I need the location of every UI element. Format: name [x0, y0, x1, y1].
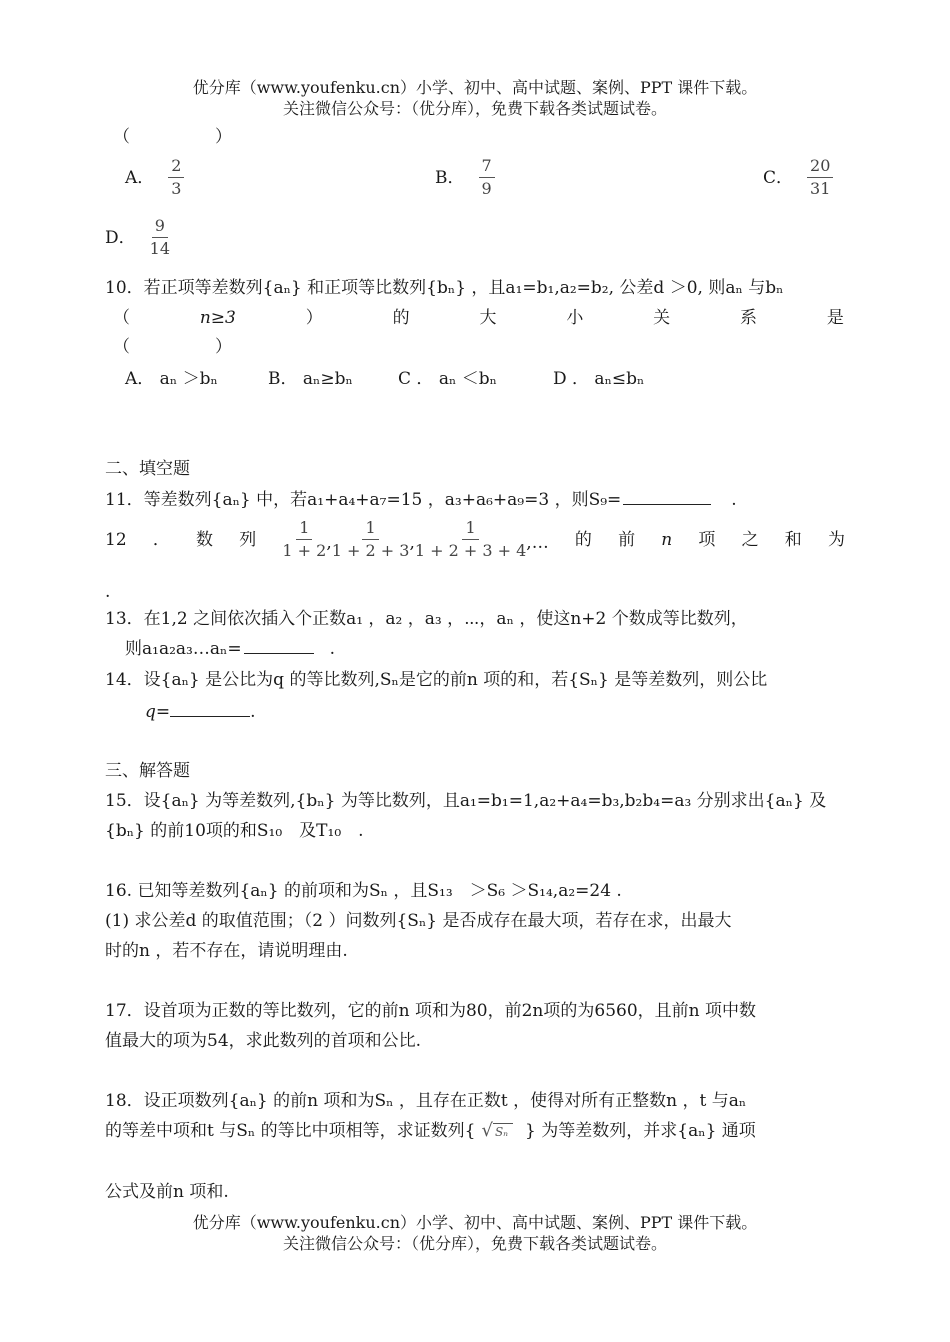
q9-option-b-label: B．	[435, 167, 465, 188]
q12-number: 12	[105, 529, 127, 550]
fraction-numerator: 7	[479, 156, 495, 178]
fraction-denominator: 14	[149, 239, 170, 258]
fraction-denominator: 1 + 2	[282, 541, 327, 560]
fraction-numerator: 1	[362, 518, 378, 540]
q16-line-2: (1) 求公差d 的取值范围；（2 ）问数列{Sₙ} 是否成存在最大项，若存在求，出最大	[105, 911, 732, 931]
q11-text: 11．等差数列{aₙ} 中，若a₁+a₄+a₇=15 ，a₃+a₆+a₉=3 ，则S₉=	[105, 490, 622, 510]
sqrt-radicand: Sₙ	[493, 1123, 513, 1140]
q12-sequence: $\frac{1}{1 + 2}$ , $\frac{1}{1 + 2 + 3}$ , $\frac{1}{1 + 2 + 3 + 4}$ ,…	[282, 518, 549, 560]
q13-line-2	[125, 637, 335, 661]
fraction-numerator: 1	[296, 518, 312, 540]
q12	[105, 518, 845, 561]
q10-word: 是	[826, 308, 844, 328]
q15-line-1: 15．设{aₙ} 为等差数列,{bₙ} 为等比数列，且a₁=b₁=1,a₂+a₄=b₃,b₂b₄=a₃ 分别求出{aₙ} 及	[105, 791, 827, 811]
fraction-denominator: 9	[481, 179, 492, 198]
q12-fraction-1	[282, 518, 326, 561]
q12-end: .	[105, 582, 111, 602]
fraction-denominator: 3	[171, 179, 182, 198]
q10-option-a: A． aₙ ＞bₙ	[125, 369, 218, 389]
q12-word: 之	[741, 529, 759, 550]
section-heading-solve: 三、解答题	[105, 761, 190, 781]
q9-option-d-fraction	[150, 216, 170, 259]
fraction-denominator: 31	[810, 179, 831, 198]
q14-text: q=	[145, 702, 171, 722]
q17-line-1: 17．设首项为正数的等比数列，它的前n 项和为80，前2n项的为6560，且前n 项中数	[105, 1001, 756, 1021]
q17-line-2: 值最大的项为54，求此数列的首项和公比.	[105, 1031, 422, 1051]
q14-line-2	[145, 700, 256, 724]
q10-word: 关	[653, 308, 671, 328]
fraction-denominator: 1 + 2 + 3 + 4	[414, 541, 527, 560]
q16-line-1: 16. 已知等差数列{aₙ} 的前项和为Sₙ ，且S₁₃ ＞S₆ ＞S₁₄,a₂=24 .	[105, 881, 622, 901]
q14-line-1: 14．设{aₙ} 是公比为q 的等比数列,Sₙ是它的前n 项的和，若{Sₙ} 是等差数列，则公比	[105, 670, 768, 690]
q9-option-d	[105, 216, 170, 259]
q12-word: 项	[698, 529, 716, 550]
fraction-numerator: 2	[168, 156, 184, 178]
q13-line-1: 13．在1,2 之间依次插入个正数a₁ ，a₂ ，a₃ ，⋯，aₙ ，使这n+2 个数成等比数列，	[105, 609, 748, 629]
q11-answer-blank[interactable]	[623, 488, 711, 505]
footer-line-2: 关注微信公众号：（优分库），免费下载各类试题试卷。	[282, 1234, 667, 1253]
q10-word: 的	[392, 308, 410, 328]
section-heading-fill-in: 二、填空题	[105, 459, 190, 479]
q18-line-3: 公式及前n 项和.	[105, 1182, 229, 1202]
q10-word: 大	[479, 308, 497, 328]
fraction-numerator: 20	[807, 156, 833, 178]
q18-line-2	[105, 1119, 756, 1143]
q12-fraction-2	[332, 518, 410, 561]
fraction-denominator: 1 + 2 + 3	[331, 541, 410, 560]
q10-word: ）	[305, 308, 323, 328]
fraction-numerator: 1	[462, 518, 478, 540]
q12-word: 数	[196, 529, 214, 550]
q10-word: 小	[566, 308, 584, 328]
q10-word: （	[113, 308, 130, 328]
q9-option-a-label: A．	[125, 167, 155, 188]
q9-option-d-label: D．	[105, 227, 136, 248]
q10-option-d: D ． aₙ≤bₙ	[553, 369, 645, 389]
q18-line-1: 18．设正项数列{aₙ} 的前n 项和为Sₙ ，且存在正数t ，使得对所有正整数n ，t 与aₙ	[105, 1091, 747, 1111]
q9-option-c-fraction	[807, 156, 833, 199]
q18-text-a: 的等差中项和t 与Sₙ 的等比中项相等，求证数列{	[105, 1121, 476, 1141]
q12-word: ．	[152, 529, 170, 550]
q12-word: n	[661, 529, 673, 550]
q16-line-3: 时的n ，若不存在，请说明理由.	[105, 941, 348, 961]
q10-word: 系	[740, 308, 758, 328]
q12-word: 的	[574, 529, 592, 550]
q13-answer-blank[interactable]	[244, 637, 314, 654]
q9-option-a-fraction	[168, 156, 184, 199]
q18-sqrt	[481, 1122, 513, 1140]
q9-option-a	[125, 156, 184, 199]
q9-option-c	[763, 156, 833, 199]
q10-line-1: 10．若正项等差数列{aₙ} 和正项等比数列{bₙ} ，且a₁=b₁,a₂=b₂, 公差d ＞0, 则aₙ 与bₙ	[105, 278, 784, 298]
q14-end: .	[250, 702, 256, 722]
header-line-1: 优分库（www.youfenku.cn）小学、初中、高中试题、案例、PPT 课件下载。	[192, 78, 758, 97]
q12-word: 前	[618, 529, 636, 550]
q11-end: .	[731, 490, 737, 510]
q12-word: 列	[239, 529, 257, 550]
q10-option-b: B． aₙ≥bₙ	[268, 369, 353, 389]
q13-end: .	[329, 639, 335, 659]
q9-option-b-fraction	[479, 156, 495, 199]
q10-option-c: C ． aₙ ＜bₙ	[398, 369, 497, 389]
header-line-2: 关注微信公众号：（优分库），免费下载各类试题试卷。	[282, 99, 667, 118]
q10-line-2	[113, 306, 844, 330]
q12-word: 为	[827, 529, 845, 550]
q10-answer-paren: （ ）	[113, 337, 232, 357]
q12-ellipsis: ,…	[526, 533, 549, 553]
q18-text-b: } 为等差数列，并求{aₙ} 通项	[525, 1121, 756, 1141]
q12-fraction-3	[415, 518, 526, 561]
fraction-numerator: 9	[152, 216, 168, 238]
q13-text: 则a₁a₂a₃…aₙ=	[125, 639, 242, 659]
q15-line-2: {bₙ} 的前10项的和S₁₀ 及T₁₀ .	[105, 821, 364, 841]
q10-word: n≥3	[199, 308, 236, 328]
q9-answer-paren: （ ）	[113, 127, 232, 147]
sqrt-radical-icon: √	[481, 1120, 493, 1141]
q12-word: 和	[784, 529, 802, 550]
footer-line-1: 优分库（www.youfenku.cn）小学、初中、高中试题、案例、PPT 课件下载。	[192, 1213, 758, 1232]
q9-option-c-label: C．	[763, 167, 794, 188]
q14-answer-blank[interactable]	[170, 700, 250, 717]
q11	[105, 488, 737, 512]
q9-option-b	[435, 156, 495, 199]
